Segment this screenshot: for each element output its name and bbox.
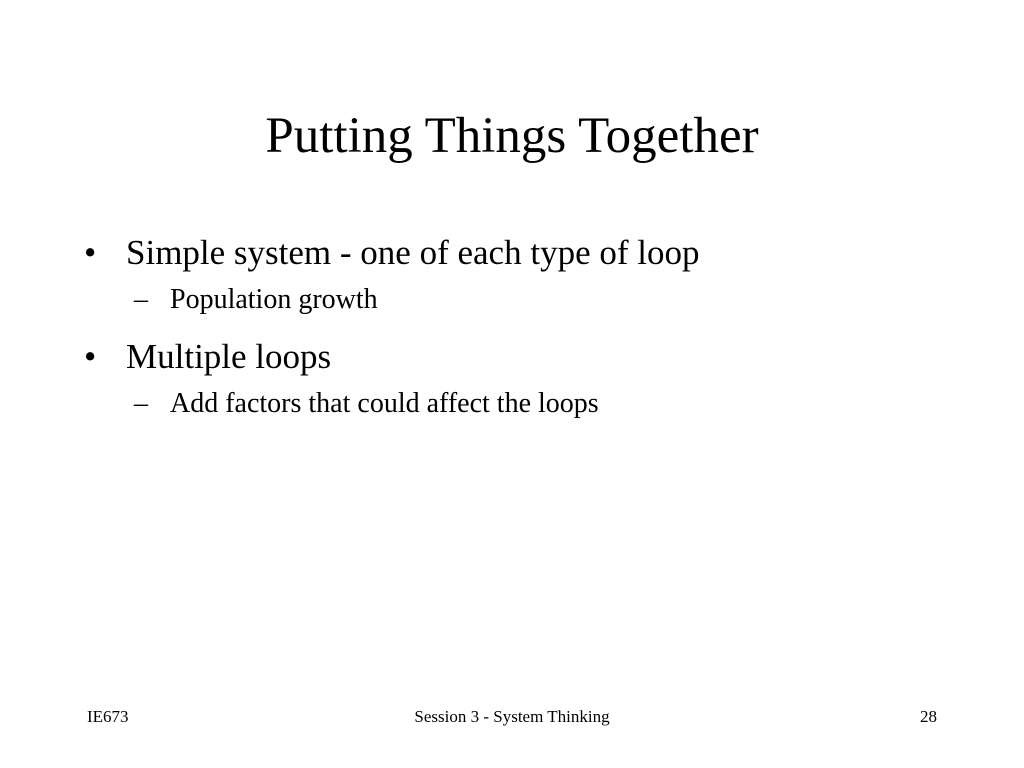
sub-bullet-marker: –	[134, 388, 148, 419]
bullet-marker: •	[84, 337, 97, 376]
footer-session-title: Session 3 - System Thinking	[414, 707, 610, 726]
bullet-marker: •	[84, 233, 97, 272]
bullet-text: Simple system - one of each type of loop	[126, 233, 700, 272]
sub-bullet-text: Add factors that could affect the loops	[170, 388, 599, 419]
slide-title: Putting Things Together	[265, 108, 759, 164]
sub-bullet-item	[0, 280, 1024, 320]
bullet-text: Multiple loops	[126, 337, 332, 376]
sub-bullet-item	[0, 384, 1024, 424]
bullet-item	[0, 332, 1024, 382]
sub-bullet-text: Population growth	[170, 284, 378, 315]
bullet-list	[0, 228, 1024, 436]
footer-course-code: IE673	[87, 707, 129, 726]
sub-bullet-marker: –	[134, 284, 148, 315]
bullet-item	[0, 228, 1024, 278]
footer-page-number: 28	[920, 707, 937, 726]
